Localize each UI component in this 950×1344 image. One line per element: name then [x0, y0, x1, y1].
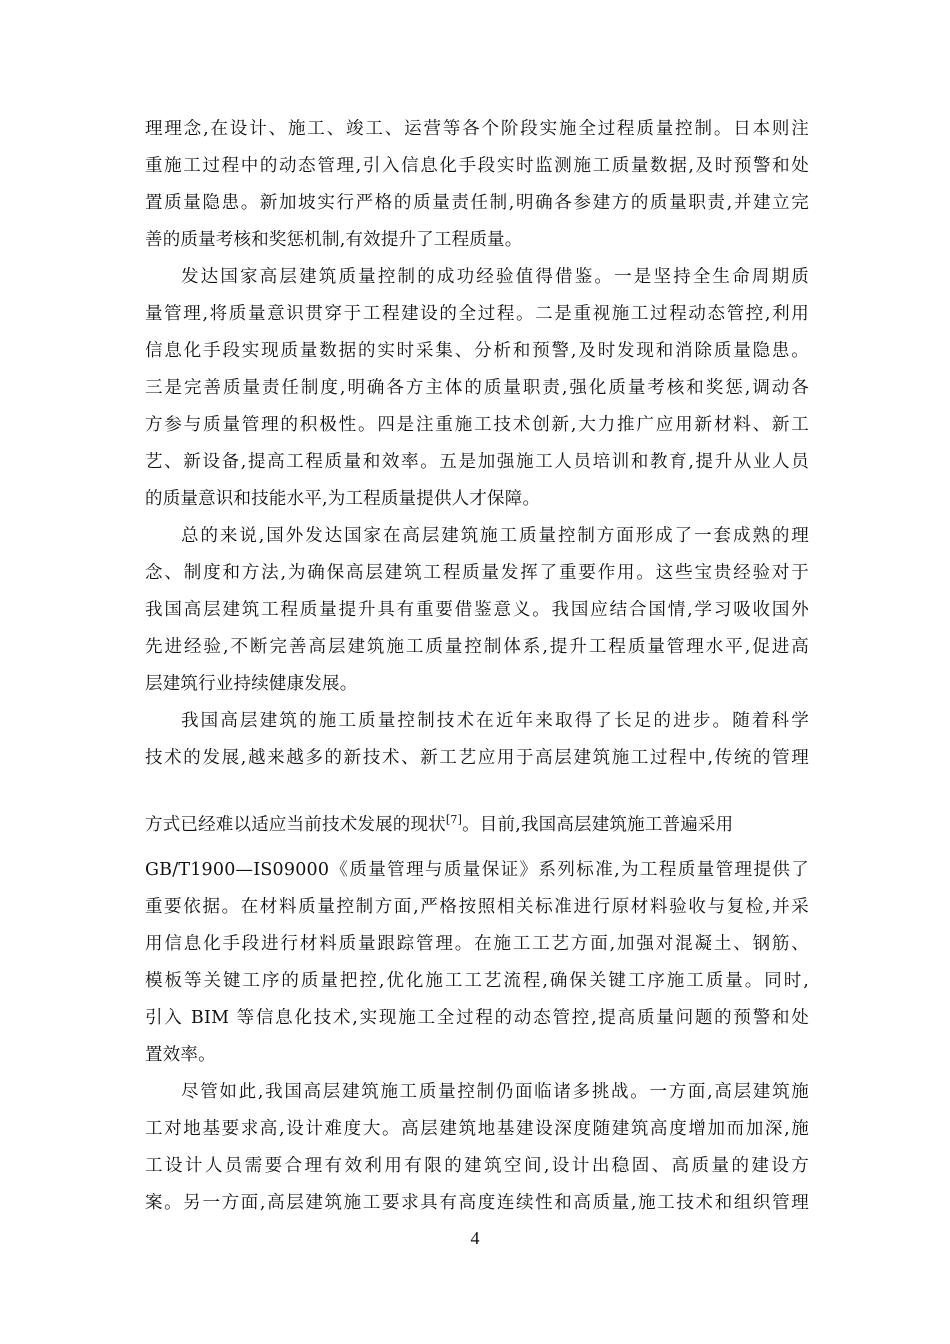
text-line: GB/T1900—IS09000《质量管理与质量保证》系列标准,为工程质量管理提供了: [145, 860, 809, 880]
text-segment: 方式已经难以适应当前技术发展的现状: [145, 815, 446, 835]
text-line: 重要依据。在材料质量控制方面,严格按照相关标准进行原材料验收与复检,并采: [145, 897, 809, 917]
text-line: 重施工过程中的动态管理,引入信息化手段实时监测施工质量数据,及时预警和处: [145, 156, 809, 176]
text-line: 艺、新设备,提高工程质量和效率。五是加强施工人员培训和教育,提升从业人员: [145, 452, 809, 472]
text-line: 先进经验,不断完善高层建筑施工质量控制体系,提升工程质量管理水平,促进高: [145, 637, 809, 657]
paragraph-first-line: 发达国家高层建筑质量控制的成功经验值得借鉴。一是坚持全生命周期质: [181, 267, 809, 287]
text-line: 理理念,在设计、施工、竣工、运营等各个阶段实施全过程质量控制。日本则注: [145, 119, 809, 139]
citation-marker[interactable]: [7]: [445, 813, 463, 826]
text-line: 善的质量考核和奖惩机制,有效提升了工程质量。: [145, 230, 523, 250]
text-line: 置质量隐患。新加坡实行严格的质量责任制,明确各参建方的质量职责,并建立完: [145, 193, 809, 213]
text-line: 念、制度和方法,为确保高层建筑工程质量发挥了重要作用。这些宝贵经验对于: [145, 563, 809, 583]
text-line: 方参与质量管理的积极性。四是注重施工技术创新,大力推广应用新材料、新工: [145, 415, 809, 435]
text-line: 层建筑行业持续健康发展。: [145, 674, 358, 694]
text-line: 我国高层建筑工程质量提升具有重要借鉴意义。我国应结合国情,学习吸收国外: [145, 600, 809, 620]
text-segment: 。目前,我国高层建筑施工普遍采用: [462, 815, 734, 835]
text-line-with-citation: [145, 808, 809, 837]
page-number: 4: [470, 1228, 480, 1248]
text-line: 的质量意识和技能水平,为工程质量提供人才保障。: [145, 489, 541, 509]
text-line: 工设计人员需要合理有效利用有限的建筑空间,设计出稳固、高质量的建设方: [145, 1156, 809, 1176]
text-line: 引入 BIM 等信息化技术,实现施工全过程的动态管控,提高质量问题的预警和处: [145, 1008, 809, 1028]
paragraph-first-line: 我国高层建筑的施工质量控制技术在近年来取得了长足的进步。随着科学: [181, 711, 809, 731]
paragraph-first-line: 尽管如此,我国高层建筑施工质量控制仍面临诸多挑战。一方面,高层建筑施: [181, 1082, 809, 1102]
text-line: 量管理,将质量意识贯穿于工程建设的全过程。二是重视施工过程动态管控,利用: [145, 304, 809, 324]
text-line: 模板等关键工序的质量把控,优化施工工艺流程,确保关键工序施工质量。同时,: [145, 971, 809, 991]
text-line: 案。另一方面,高层建筑施工要求具有高度连续性和高质量,施工技术和组织管理: [145, 1193, 809, 1213]
text-line: 用信息化手段进行材料质量跟踪管理。在施工工艺方面,加强对混凝土、钢筋、: [145, 934, 809, 954]
text-line: 信息化手段实现质量数据的实时采集、分析和预警,及时发现和消除质量隐患。: [145, 341, 809, 361]
text-line: 置效率。: [145, 1045, 216, 1065]
text-line: 三是完善质量责任制度,明确各方主体的质量职责,强化质量考核和奖惩,调动各: [145, 378, 809, 398]
text-line: 技术的发展,越来越多的新技术、新工艺应用于高层建筑施工过程中,传统的管理: [145, 748, 809, 768]
paragraph-first-line: 总的来说,国外发达国家在高层建筑施工质量控制方面形成了一套成熟的理: [181, 526, 809, 546]
text-line: 工对地基要求高,设计难度大。高层建筑地基建设深度随建筑高度增加而加深,施: [145, 1119, 809, 1139]
